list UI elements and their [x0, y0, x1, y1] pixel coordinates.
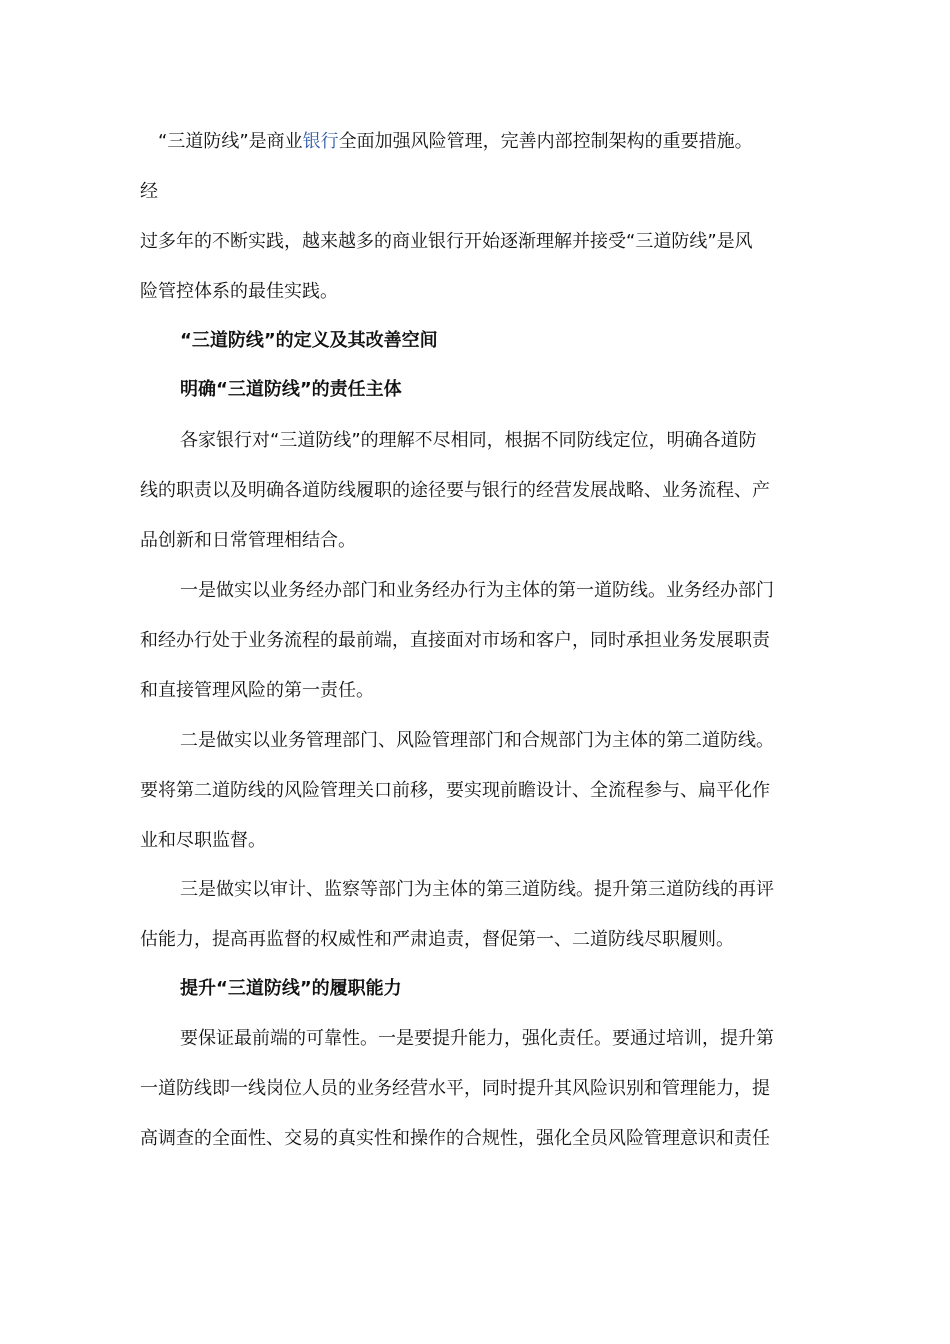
paragraph-1-line-3: 品创新和日常管理相结合。	[140, 530, 356, 551]
paragraph-2-line-2: 和经办行处于业务流程的最前端，直接面对市场和客户，同时承担业务发展职责	[140, 630, 770, 651]
subsection-heading-2: 提升“三道防线”的履职能力	[180, 978, 402, 999]
paragraph-5-line-3: 高调查的全面性、交易的真实性和操作的合规性，强化全员风险管理意识和责任	[140, 1128, 770, 1149]
paragraph-4-line-2: 估能力，提高再监督的权威性和严肃追责，督促第一、二道防线尽职履则。	[140, 929, 734, 950]
paragraph-3-line-2: 要将第二道防线的风险管理关口前移，要实现前瞻设计、全流程参与、扁平化作	[140, 780, 770, 801]
paragraph-1-line-2: 线的职责以及明确各道防线履职的途径要与银行的经营发展战略、业务流程、产	[140, 480, 770, 501]
paragraph-5-line-1: 要保证最前端的可靠性。一是要提升能力，强化责任。要通过培训，提升第	[180, 1028, 774, 1049]
intro-line-4: 险管控体系的最佳实践。	[140, 281, 338, 302]
bank-link[interactable]: 银行	[302, 131, 339, 152]
paragraph-4-line-1: 三是做实以审计、监察等部门为主体的第三道防线。提升第三道防线的再评	[180, 879, 774, 900]
intro-line-1	[158, 130, 820, 154]
paragraph-3-line-1: 二是做实以业务管理部门、风险管理部门和合规部门为主体的第二道防线。	[180, 730, 774, 751]
intro-text-post: 全面加强风险管理，完善内部控制架构的重要措施。	[338, 131, 753, 152]
paragraph-5-line-2: 一道防线即一线岗位人员的业务经营水平，同时提升其风险识别和管理能力，提	[140, 1078, 770, 1099]
intro-line-3: 过多年的不断实践，越来越多的商业银行开始逐渐理解并接受“三道防线”是风	[140, 231, 753, 252]
paragraph-1-line-1: 各家银行对“三道防线”的理解不尽相同，根据不同防线定位，明确各道防	[180, 430, 757, 451]
subsection-heading-1: 明确“三道防线”的责任主体	[180, 379, 402, 400]
paragraph-3-line-3: 业和尽职监督。	[140, 830, 266, 851]
paragraph-2-line-1: 一是做实以业务经办部门和业务经办行为主体的第一道防线。业务经办部门	[180, 580, 774, 601]
intro-line-2: 经	[140, 181, 158, 202]
intro-text-pre: “三道防线”是商业	[158, 131, 303, 152]
section-heading: “三道防线”的定义及其改善空间	[180, 330, 438, 351]
paragraph-2-line-3: 和直接管理风险的第一责任。	[140, 680, 374, 701]
